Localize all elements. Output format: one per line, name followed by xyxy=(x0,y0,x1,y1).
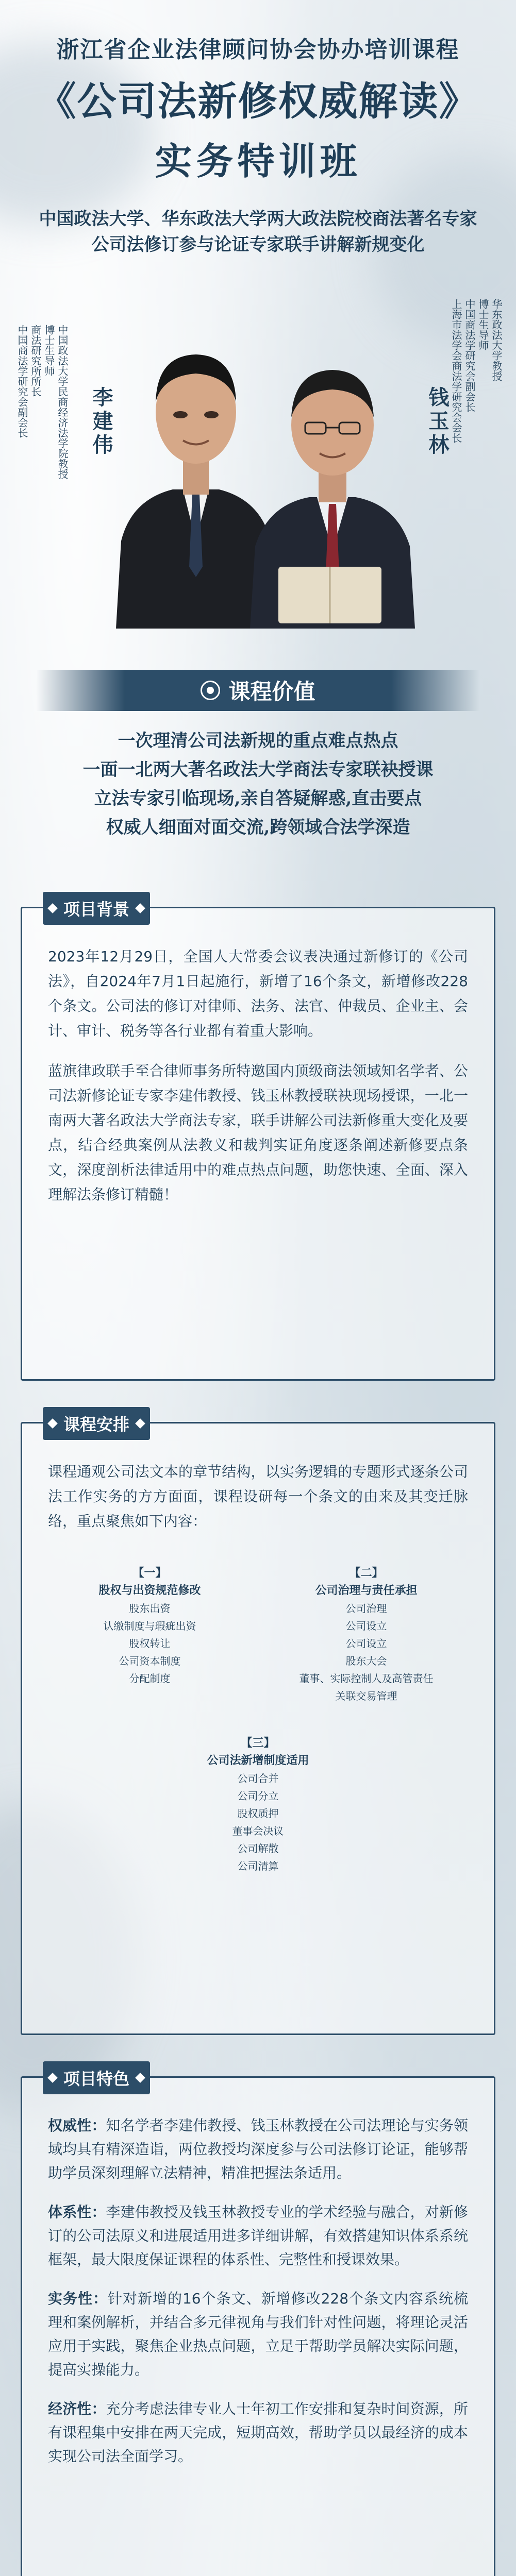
course-module-item: 分配制度 xyxy=(129,1672,171,1685)
course-value-line: 立法专家引临现场,亲自答疑解惑,直击要点 xyxy=(94,788,422,809)
course-value-line: 一面一北两大著名政法大学商法专家联袂授课 xyxy=(82,759,434,780)
feature-paragraph xyxy=(48,2200,468,2272)
feature-paragraph xyxy=(48,2287,468,2382)
speaker-2-bio-line: 中国商法学研究会副会长 xyxy=(463,299,476,412)
speaker-2-bio-line: 博士生导师 xyxy=(477,299,489,350)
project-features-tag: 项目特色 xyxy=(43,2061,150,2094)
course-content-intro: 课程通观公司法文本的章节结构，以实务逻辑的专题形式逐条公司法工作实务的方方面面，课程设研每一个条文的由来及其变迁脉络，重点聚焦如下内容： xyxy=(48,1463,468,1530)
course-value-lines xyxy=(0,726,516,842)
speaker-2-bio-line: 上海市法学会商法学研究会会长 xyxy=(450,299,462,443)
speaker-2-bio-line: 华东政法大学教授 xyxy=(490,299,503,381)
speakers-block xyxy=(0,278,516,659)
course-module-item: 公司解散 xyxy=(237,1842,279,1855)
speaker-2-name: 钱玉林 xyxy=(425,386,450,457)
feature-label: 权威性： xyxy=(48,2117,106,2134)
course-module-1 xyxy=(57,1565,243,1687)
course-content-body xyxy=(22,1423,494,1554)
course-module-2 xyxy=(274,1565,459,1705)
course-value-header xyxy=(36,670,480,711)
course-module-item: 公司分立 xyxy=(237,1790,279,1802)
feature-text: 针对新增的16个条文、新增修改228个条文内容系统梳理和案例解析，并结合多元律视角与我们针对性问题，将理论灵活应用于实践，聚焦企业热点问题，立足于帮助学员解决实际问题，提高实操能力。 xyxy=(48,2290,468,2378)
course-module-name: 公司治理与责任承担 xyxy=(315,1584,418,1597)
course-module-item: 股权质押 xyxy=(237,1807,279,1820)
course-module-item: 公司设立 xyxy=(345,1637,387,1650)
speaker-2-portrait xyxy=(247,340,418,629)
project-background-paragraph: 2023年12月29日，全国人大常委会议表决通过新修订的《公司法》，自2024年7月1日起施行，新增了16个条文，新增修改228个条文。公司法的修订对律师、法务、法官、仲裁员、企业主、会计、审计、税务等各行业都有着重大影响。 xyxy=(48,948,468,1039)
project-background-body xyxy=(22,908,494,1243)
course-module-item: 董事会决议 xyxy=(232,1825,284,1837)
project-background-tag: 项目背景 xyxy=(43,892,150,925)
project-features-body xyxy=(22,2078,494,2504)
feature-text: 充分考虑法律专业人士年初工作安排和复杂时间资源，所有课程集中安排在两天完成，短期高效，帮助学员以最经济的成本实现公司法全面学习。 xyxy=(48,2400,468,2465)
course-module-number: 【一】 xyxy=(132,1567,167,1580)
course-module-item: 股权转让 xyxy=(129,1637,171,1650)
feature-text: 李建伟教授及钱玉林教授专业的学术经验与融合，对新修订的公司法原义和进展适用进多详细讲解，有效搭建知识体系系统框架，最大限度保证课程的体系性、完整性和授课效果。 xyxy=(48,2204,468,2268)
course-module-item: 认缴制度与瑕疵出资 xyxy=(103,1620,196,1632)
course-content-card xyxy=(21,1415,495,2035)
hero-subtitle xyxy=(0,206,516,258)
project-background-card xyxy=(21,900,495,1381)
speaker-1-bio-line: 中国商法学研究会副会长 xyxy=(16,325,28,438)
circle-dot-icon xyxy=(201,681,220,700)
course-module-item: 公司合并 xyxy=(237,1772,279,1785)
course-value-line: 权威人细面对面交流,跨领域合法学深造 xyxy=(106,817,410,838)
project-features-card xyxy=(21,2069,495,2576)
speaker-1-bio-line: 中国政法大学民商经济法学院教授 xyxy=(56,325,69,479)
project-background-paragraph: 蓝旗律政联手至合律师事务所特邀国内顶级商法领域知名学者、公司法新修论证专家李建伟教授、钱玉林教授联袂现场授课，一北一南两大著名政法大学商法专家，联手讲解公司法新修重大变化及要点，结合经典案例从法教义和裁判实证角度逐条阐述新修要点条文，深度剖析法律适用中的难点热点问题，助您快速、全面、深入理解法条修订精髓！ xyxy=(48,1062,468,1203)
feature-paragraph xyxy=(48,2114,468,2185)
feature-label: 实务性： xyxy=(48,2290,108,2307)
course-module-name: 公司法新增制度适用 xyxy=(207,1754,309,1767)
course-module-item: 公司资本制度 xyxy=(119,1655,181,1667)
course-modules xyxy=(47,1560,470,1930)
feature-label: 体系性： xyxy=(48,2204,106,2221)
course-value-title: 课程价值 xyxy=(228,679,315,704)
feature-label: 经济性： xyxy=(48,2400,106,2417)
course-module-number: 【三】 xyxy=(241,1737,275,1750)
speaker-2-bio xyxy=(450,299,503,536)
course-value-line: 一次理清公司法新规的重点难点热点 xyxy=(118,731,398,751)
course-module-item: 关联交易管理 xyxy=(335,1690,397,1702)
course-module-name: 股权与出资规范修改 xyxy=(98,1584,201,1597)
course-module-item: 公司清算 xyxy=(237,1860,279,1872)
course-module-item: 公司治理 xyxy=(345,1602,387,1615)
course-module-item: 董事、实际控制人及高管责任 xyxy=(299,1672,434,1685)
speaker-1-name: 李建伟 xyxy=(89,386,113,457)
hero-section xyxy=(0,0,516,665)
feature-text: 知名学者李建伟教授、钱玉林教授在公司法理论与实务领域均具有精深造诣，两位教授均深度参与公司法修订论证，能够帮助学员深刻理解立法精神，精准把握法条适用。 xyxy=(48,2117,468,2181)
speaker-1-bio-line: 博士生导师 xyxy=(43,325,55,376)
speaker-1-bio xyxy=(15,325,69,541)
hero-subtitle-line2: 公司法修订参与论证专家联手讲解新规变化 xyxy=(91,234,425,255)
person-portrait-icon xyxy=(247,340,418,629)
hero-title-line3: 实务特训班 xyxy=(155,139,361,183)
hero-title xyxy=(0,31,516,185)
course-module-item: 公司设立 xyxy=(345,1620,387,1632)
course-module-item: 股东出资 xyxy=(129,1602,171,1615)
speaker-1-bio-line: 商法研究所所长 xyxy=(29,325,42,397)
hero-title-line1: 浙江省企业法律顾问协会协办培训课程 xyxy=(56,37,460,63)
course-module-item: 股东大会 xyxy=(345,1655,387,1667)
course-value-section xyxy=(0,665,516,881)
course-module-3 xyxy=(165,1735,351,1875)
hero-title-line2: 《公司法新修权威解读》 xyxy=(37,78,479,124)
course-content-tag: 课程安排 xyxy=(43,1407,150,1440)
course-module-number: 【二】 xyxy=(349,1567,384,1580)
hero-subtitle-line1: 中国政法大学、华东政法大学两大政法院校商法著名专家 xyxy=(39,209,477,229)
feature-paragraph xyxy=(48,2397,468,2468)
